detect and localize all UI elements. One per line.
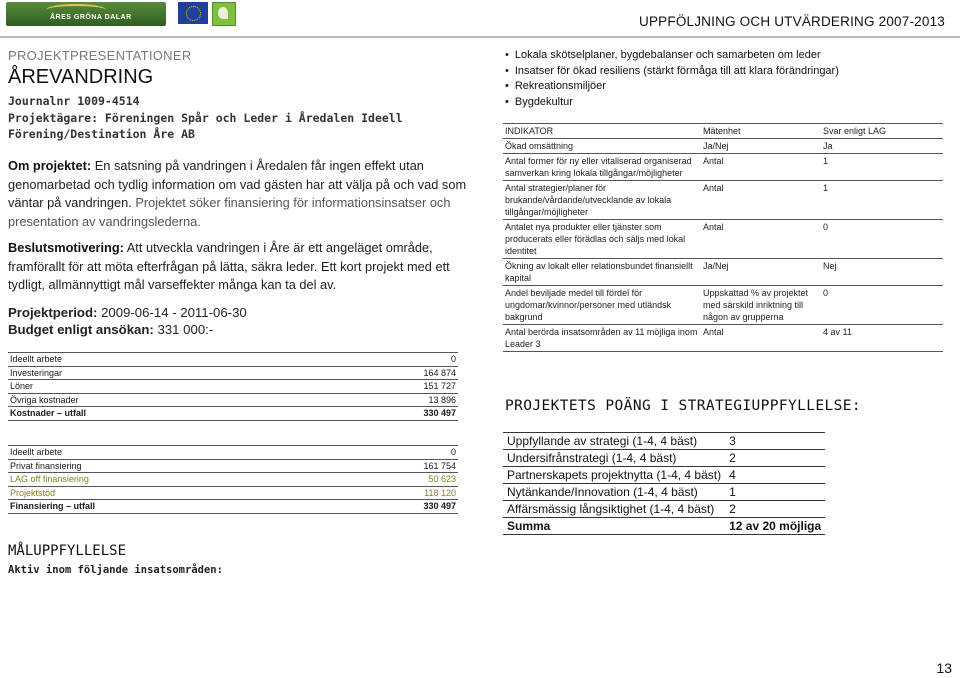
indicator-cell: Antal strategier/planer för brukande/vårdande/utvecklande av lokala tillgångar/möjligheter [503, 181, 701, 220]
cost-total-label: Kostnader – utfall [8, 407, 317, 421]
points-sum-label: Summa [503, 518, 725, 535]
cost-label: Löner [8, 380, 317, 394]
unit-cell: Antal [701, 181, 821, 220]
unit-cell: Antal [701, 220, 821, 259]
indicator-table [503, 123, 943, 352]
table-row [8, 500, 458, 514]
header-title: UPPFÖLJNING OCH UTVÄRDERING 2007-2013 [639, 14, 945, 29]
table-row [8, 353, 458, 367]
table-row [503, 286, 943, 325]
table-row [8, 446, 458, 460]
table-header-row [503, 124, 943, 139]
indicator-cell: Antal berörda insatsområden av 11 möjliga inom Leader 3 [503, 325, 701, 352]
header-divider [0, 36, 960, 38]
motivation-text: Att utveckla vandringen i Åre är ett angeläget område, framförallt för att möta efterfrågan på lätta, säkra leder. Ett kort projekt med ett tydligt, allmännyttigt mål varseffekter många kan ta del av. [8, 240, 450, 292]
table-row [503, 325, 943, 352]
table-row [503, 467, 825, 484]
ares-grona-dalar-logo [6, 2, 166, 26]
points-value: 2 [725, 501, 825, 518]
project-title: ÅREVANDRING [8, 66, 154, 88]
table-row [8, 473, 458, 487]
table-row [503, 484, 825, 501]
about-paragraph [8, 157, 478, 231]
points-label: Partnerskapets projektnytta (1-4, 4 bäst) [503, 467, 725, 484]
page-number: 13 [936, 660, 952, 676]
list-item: • Rekreationsmiljöer [505, 79, 839, 95]
unit-cell: Antal [701, 325, 821, 352]
costs-table [8, 352, 458, 421]
motivation-label: Beslutsmotivering: [8, 240, 124, 255]
about-label: Om projektet: [8, 158, 92, 173]
table-row [8, 366, 458, 380]
table-row [8, 393, 458, 407]
answer-cell: 0 [821, 286, 943, 325]
project-owner-line2: Förening/Destination Åre AB [8, 127, 195, 141]
financing-label: Ideellt arbete [8, 446, 327, 460]
project-period-block [8, 304, 247, 338]
financing-value: 118 120 [327, 486, 458, 500]
unit-cell: Ja/Nej [701, 259, 821, 286]
answer-cell: Nej [821, 259, 943, 286]
eu-flag-icon [178, 2, 208, 24]
about-text-muted: Projektet söker finansiering för informationsinsatser och presentation av vandringslederna. [8, 195, 451, 229]
indicator-cell: Ökad omsättning [503, 139, 701, 154]
indicator-cell: Antalet nya produkter eller tjänster som producerats eller förädlas och säljs med lokal identitet [503, 220, 701, 259]
table-row [503, 450, 825, 467]
answer-cell: 0 [821, 220, 943, 259]
goals-title: MÅLUPPFYLLELSE [8, 543, 127, 559]
cost-label: Investeringar [8, 366, 317, 380]
financing-total-value: 330 497 [327, 500, 458, 514]
table-row [8, 380, 458, 394]
points-value: 3 [725, 433, 825, 450]
table-row [8, 407, 458, 421]
financing-label: Privat finansiering [8, 459, 327, 473]
about-text: En satsning på vandringen i Åredalen får ingen effekt utan genomarbetad och tydlig information om vad gästen har att välja på och vad som väntar på vandringen. [8, 158, 467, 210]
table-row [8, 459, 458, 473]
goals-subtitle: Aktiv inom följande insatsområden: [8, 564, 223, 576]
budget-label: Budget enligt ansökan: [8, 322, 154, 337]
answer-cell: 1 [821, 181, 943, 220]
cost-total-value: 330 497 [317, 407, 458, 421]
list-item: • Insatser för ökad resiliens (stärkt förmåga till att klara förändringar) [505, 64, 839, 80]
table-row [503, 259, 943, 286]
table-row [503, 181, 943, 220]
cost-value: 164 874 [317, 366, 458, 380]
points-label: Affärsmässig långsiktighet (1-4, 4 bäst) [503, 501, 725, 518]
indicator-cell: Antal former för ny eller vitaliserad organiserad samverkan kring lokala tillgångar/möjligheter [503, 154, 701, 181]
cost-label: Ideellt arbete [8, 353, 317, 367]
financing-total-label: Finansiering – utfall [8, 500, 327, 514]
table-row [503, 139, 943, 154]
indicator-cell: Ökning av lokalt eller relationsbundet finansiellt kapital [503, 259, 701, 286]
list-item: • Bygdekultur [505, 95, 839, 111]
unit-cell: Ja/Nej [701, 139, 821, 154]
answer-cell: 4 av 11 [821, 325, 943, 352]
table-row [503, 154, 943, 181]
project-owner-line1: Projektägare: Föreningen Spår och Leder i Åredalen Ideell [8, 111, 403, 125]
unit-cell: Uppskattad % av projektet med särskild inriktning till någon av grupperna [701, 286, 821, 325]
cost-label: Övriga kostnader [8, 393, 317, 407]
table-row [503, 433, 825, 450]
cost-value: 0 [317, 353, 458, 367]
financing-label: LAG off finansiering [8, 473, 327, 487]
table-row [8, 486, 458, 500]
points-title: PROJEKTETS POÄNG I STRATEGIUPPFYLLELSE: [505, 398, 862, 414]
table-row [503, 518, 825, 535]
column-header: INDIKATOR [503, 124, 701, 139]
answer-cell: Ja [821, 139, 943, 154]
focus-areas-list [505, 48, 839, 110]
indicator-cell: Andel beviljade medel till fördel för ungdomar/kvinnor/personer med utländsk bakgrund [503, 286, 701, 325]
column-header: Svar enligt LAG [821, 124, 943, 139]
points-label: Uppfyllande av strategi (1-4, 4 bäst) [503, 433, 725, 450]
motivation-paragraph [8, 239, 478, 295]
table-row [503, 501, 825, 518]
unit-cell: Antal [701, 154, 821, 181]
period-value: 2009-06-14 - 2011-06-30 [101, 305, 247, 320]
list-item: • Lokala skötselplaner, bygdebalanser och samarbeten om leder [505, 48, 839, 64]
answer-cell: 1 [821, 154, 943, 181]
column-header: Mätenhet [701, 124, 821, 139]
points-sum-value: 12 av 20 möjliga [725, 518, 825, 535]
section-kicker: PROJEKTPRESENTATIONER [8, 48, 192, 63]
journal-number: Journalnr 1009-4514 [8, 94, 140, 108]
points-value: 1 [725, 484, 825, 501]
financing-value: 0 [327, 446, 458, 460]
points-table [503, 432, 825, 535]
budget-value: 331 000:- [157, 322, 214, 337]
table-row [503, 220, 943, 259]
cost-value: 151 727 [317, 380, 458, 394]
period-label: Projektperiod: [8, 305, 98, 320]
leader-logo-icon [212, 2, 236, 26]
financing-label: Projektstöd [8, 486, 327, 500]
financing-value: 161 754 [327, 459, 458, 473]
logo-text: ÅRES GRÖNA DALAR [50, 14, 132, 21]
points-label: Nytänkande/Innovation (1-4, 4 bäst) [503, 484, 725, 501]
financing-table [8, 445, 458, 514]
points-value: 4 [725, 467, 825, 484]
financing-value: 50 623 [327, 473, 458, 487]
points-value: 2 [725, 450, 825, 467]
cost-value: 13 896 [317, 393, 458, 407]
points-label: Undersifrånstrategi (1-4, 4 bäst) [503, 450, 725, 467]
